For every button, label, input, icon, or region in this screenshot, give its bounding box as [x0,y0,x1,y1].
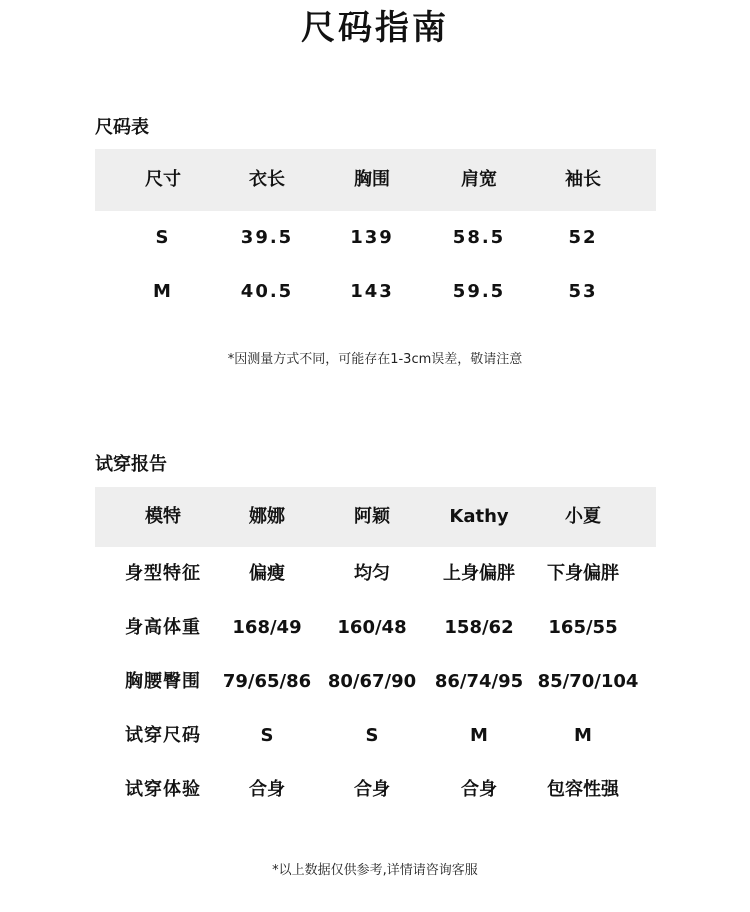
size-chart-header-cell: 袖长 [565,169,601,190]
table-cell: 合身 [461,779,497,800]
table-cell: 52 [568,227,598,248]
table-row-label: 试穿尺码 [125,725,201,746]
table-cell: S [365,725,379,746]
table-cell: 86/74/95 [434,671,524,692]
table-row [95,211,656,265]
fit-report-header-cell: 小夏 [565,506,601,527]
table-row [95,547,656,601]
table-row-label: 身高体重 [125,617,201,638]
fit-report-header-cell: 模特 [145,506,181,527]
table-row-label: 试穿体验 [125,779,201,800]
fit-report-note: *以上数据仅供参考,详情请咨询客服 [272,863,478,878]
fit-report-header-cell: Kathy [449,506,509,527]
table-cell: M [574,725,592,746]
table-cell: M [153,281,173,302]
fit-report-header-cell: 阿颖 [354,506,390,527]
size-chart-table [95,149,656,319]
table-cell: 58.5 [452,227,506,248]
table-cell: 53 [568,281,598,302]
table-cell: 168/49 [232,617,302,638]
fit-report-header-cell: 娜娜 [249,506,285,527]
table-cell: S [260,725,274,746]
table-row [95,655,656,709]
table-cell: 59.5 [452,281,506,302]
size-chart-header-cell: 尺寸 [145,169,181,190]
table-row [95,601,656,655]
table-cell: 40.5 [240,281,294,302]
page-title: 尺码指南 [301,8,449,48]
table-cell: 上身偏胖 [443,563,515,584]
table-cell: 39.5 [240,227,294,248]
table-cell: 165/55 [548,617,618,638]
size-chart-note: *因测量方式不同，可能存在1-3cm误差，敬请注意 [227,352,523,367]
table-cell: 合身 [354,779,390,800]
size-chart-header-cell: 衣长 [249,169,285,190]
size-chart-header-cell: 胸围 [354,169,390,190]
table-cell: S [155,227,171,248]
size-chart-header-cell: 肩宽 [461,169,497,190]
table-cell: 合身 [249,779,285,800]
table-cell: 158/62 [444,617,514,638]
fit-report-table [95,487,656,817]
table-cell: 偏瘦 [249,563,285,584]
table-row [95,763,656,817]
table-cell: 下身偏胖 [547,563,619,584]
table-cell: 均匀 [354,563,390,584]
table-cell: 160/48 [337,617,407,638]
fit-report-header-row [95,487,656,547]
table-row [95,265,656,319]
table-cell: 80/67/90 [327,671,417,692]
table-cell: 143 [350,281,394,302]
table-row-label: 胸腰臀围 [125,671,201,692]
table-cell: M [470,725,488,746]
size-chart-heading: 尺码表 [95,117,149,138]
table-cell: 79/65/86 [222,671,312,692]
fit-report-heading: 试穿报告 [95,454,167,475]
size-chart-header-row [95,149,656,211]
table-cell: 85/70/104 [537,671,639,692]
table-cell: 包容性强 [547,779,619,800]
table-row [95,709,656,763]
table-row-label: 身型特征 [125,563,201,584]
table-cell: 139 [350,227,394,248]
